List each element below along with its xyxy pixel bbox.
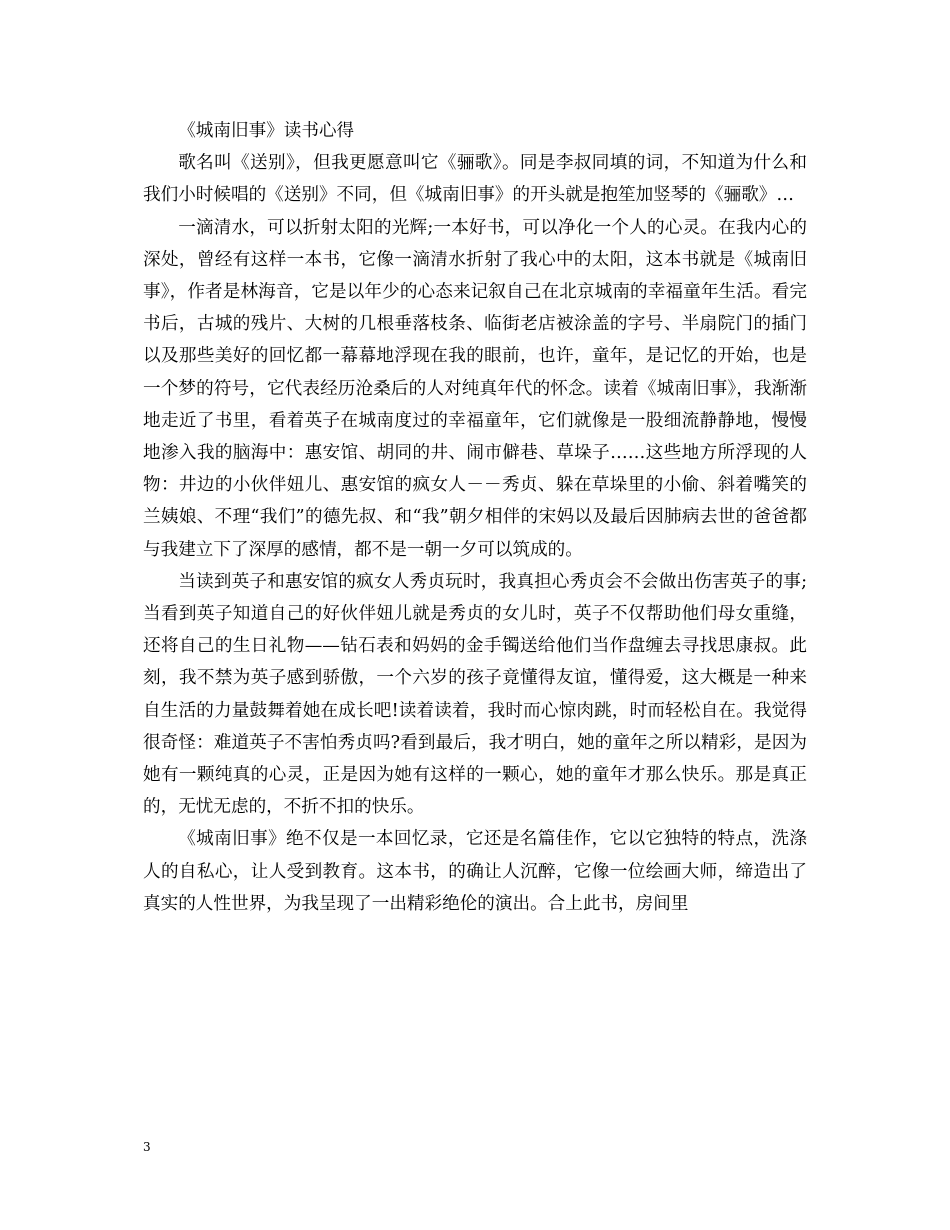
paragraph: 《城南旧事》绝不仅是一本回忆录，它还是名篇佳作，它以它独特的特点，洗涤人的自私心，让人受到教育。这本书，的确让人沉醉，它像一位绘画大师，缔造出了真实的人性世界，为我呈现了一出精彩绝伦的演出。合上此书，房间里 — [143, 829, 807, 914]
paragraph: 当读到英子和惠安馆的疯女人秀贞玩时，我真担心秀贞会不会做出伤害英子的事;当看到英子知道自己的好伙伴妞儿就是秀贞的女儿时，英子不仅帮助他们母女重缝，还将自己的生日礼物——钻石表和妈妈的金手镯送给他们当作盘缠去寻找思康叔。此刻，我不禁为英子感到骄傲，一个六岁的孩子竟懂得友谊，懂得爱，这大概是一种来自生活的力量鼓舞着她在成长吧!读着读着，我时而心惊肉跳，时而轻松自在。我觉得很奇怪：难道英子不害怕秀贞吗?看到最后，我才明白，她的童年之所以精彩，是因为她有一颗纯真的心灵，正是因为她有这样的一颗心，她的童年才那么快乐。那是真正的，无忧无虑的，不折不扣的快乐。 — [143, 571, 807, 818]
paragraph: 歌名叫《送别》，但我更愿意叫它《骊歌》。同是李叔同填的词，不知道为什么和我们小时候唱的《送别》不同，但《城南旧事》的开头就是抱笙加竖琴的《骊歌》… — [143, 153, 807, 206]
document-body — [143, 115, 807, 920]
page-number: 3 — [143, 1140, 151, 1154]
paragraph: 一滴清水，可以折射太阳的光辉;一本好书，可以净化一个人的心灵。在我内心的深处，曾经有这样一本书，它像一滴清水折射了我心中的太阳，这本书就是《城南旧事》，作者是林海音，它是以年少的心态来记叙自己在北京城南的幸福童年生活。看完书后，古城的残片、大树的几根垂落枝条、临街老店被涂盖的字号、半扇院门的插门以及那些美好的回忆都一幕幕地浮现在我的眼前，也许，童年，是记忆的开始，也是一个梦的符号，它代表经历沧桑后的人对纯真年代的怀念。读着《城南旧事》，我渐渐地走近了书里，看着英子在城南度过的幸福童年，它们就像是一股细流静静地，慢慢地渗入我的脑海中：惠安馆、胡同的井、闹市僻巷、草垛子……这些地方所浮现的人物：井边的小伙伴妞儿、惠安馆的疯女人－－秀贞、躲在草垛里的小偷、斜着嘴笑的兰姨娘、不理“我们”的德先叔、和“我”朝夕相伴的宋妈以及最后因肺病去世的爸爸都与我建立下了深厚的感情，都不是一朝一夕可以筑成的。 — [143, 217, 807, 560]
document-title: 《城南旧事》读书心得 — [178, 121, 355, 141]
